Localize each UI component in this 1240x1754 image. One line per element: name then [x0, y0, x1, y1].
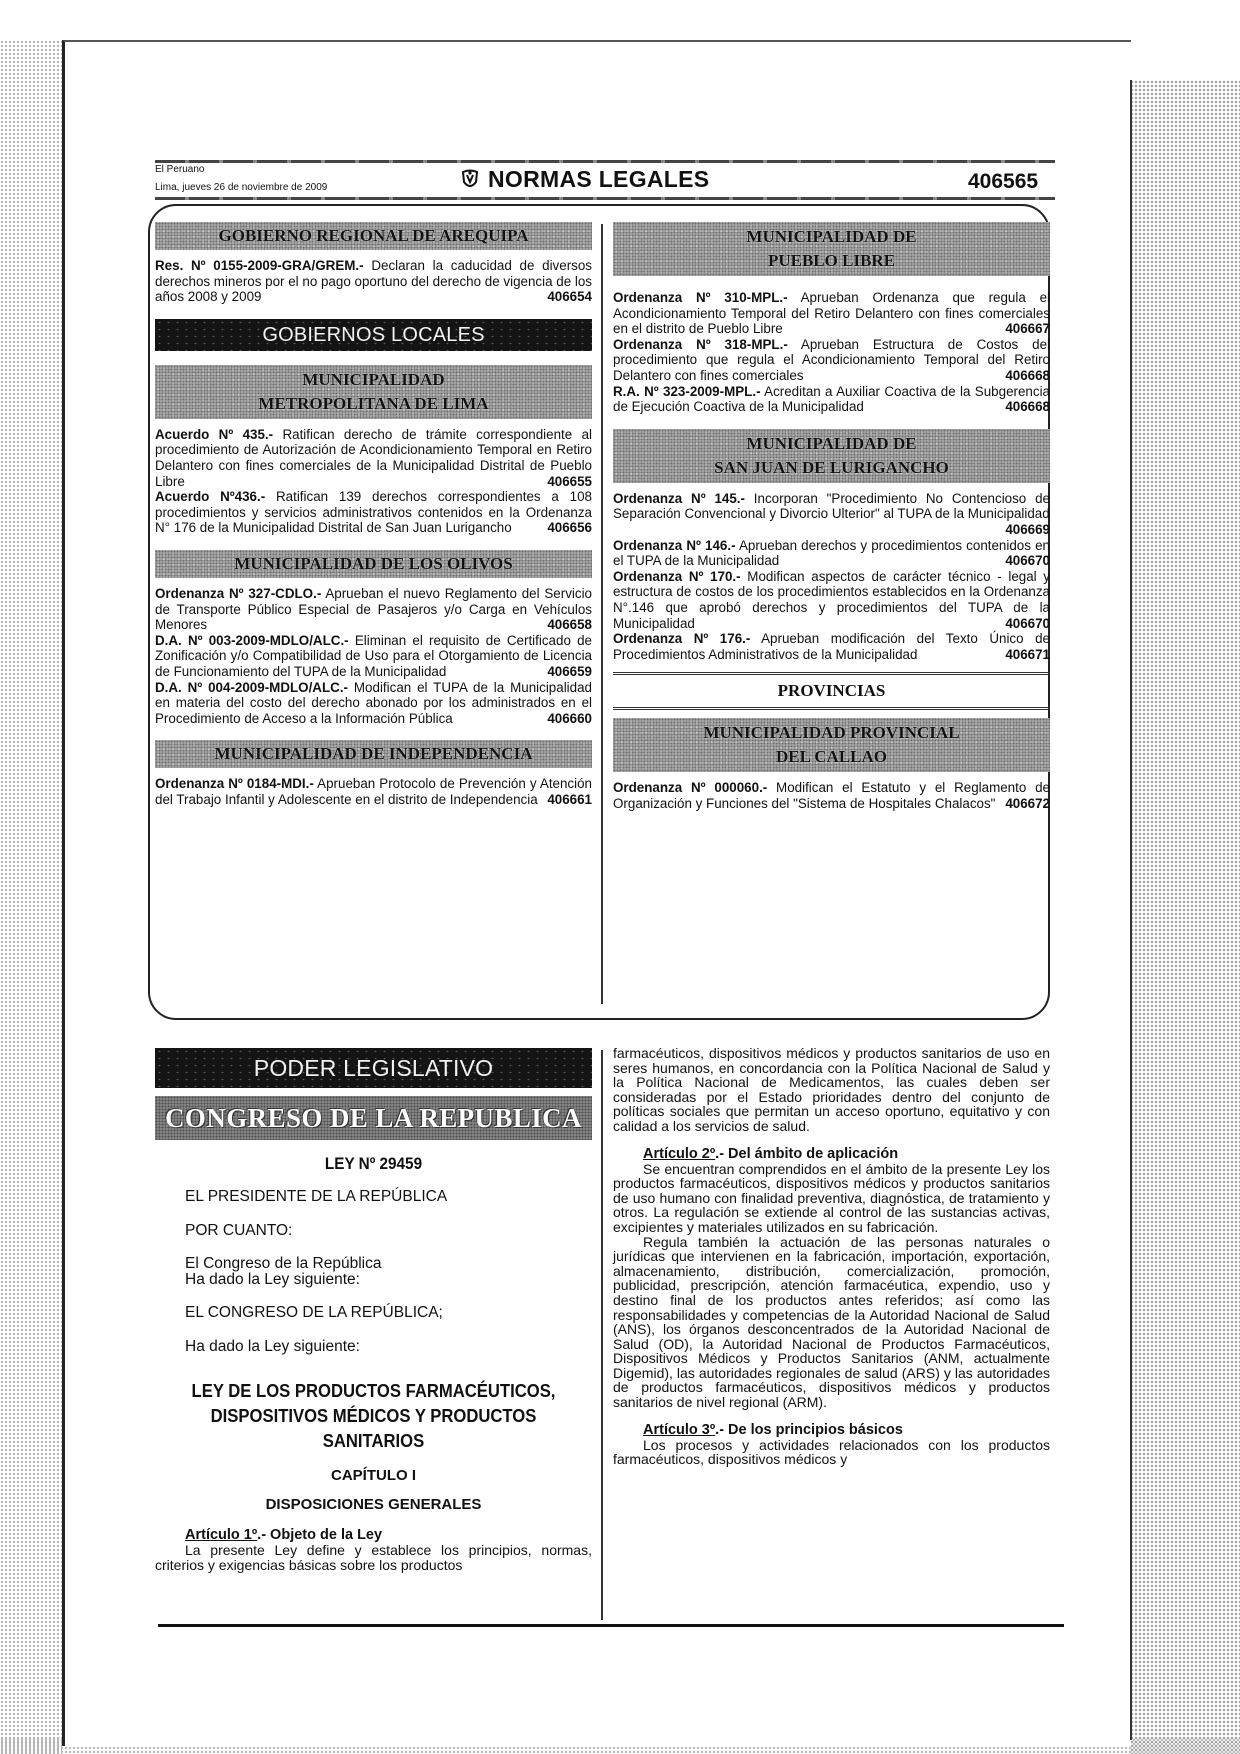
entry-page: 406668 [1005, 399, 1050, 415]
law-title: LEY DE LOS PRODUCTOS FARMACÉUTICOS, DISPOSITIVOS MÉDICOS Y PRODUCTOS SANITARIOS [191, 1380, 556, 1451]
entry-page: 406656 [547, 520, 592, 536]
summary-entry[interactable]: Ordenanza Nº 327-CDLO.- Aprueban el nuevo Reglamento del Servicio de Transporte Público Especial de Pasajeros y/o Carga en Vehículos Menores 406658 [155, 585, 593, 633]
summary-right-column [613, 222, 1050, 811]
summary-entry[interactable]: Ordenanza Nº 318-MPL.- Aprueban Estructura de Costos del procedimiento que regula el Acondicionamiento Temporal del Retiro Delantero con fines comerciales 406668 [613, 336, 1050, 383]
article-2-paragraph-2: Regula también la actuación de las personas naturales o jurídicas que intervienen en la fabricación, importación, exportación, almacenamiento, distribución, comercialización, promoción, publicidad, prescripción, atención farmacéutica, expendio, uso y destino final de los productos antes referidos; así como las responsabilidades y competencias de la Autoridad Nacional de Salud (ANS), los órganos desconcentrados de la Autoridad Nacional de Salud (OD), la Autoridad Nacional de Productos Farmacéuticos, Dispositivos Médicos y Productos Sanitarios (ANM, actualmente Digemid), las autoridades regionales de salud (ARS) y las autoridades de productos farmacéuticos, dispositivos médicos y productos sanitarios de nivel regional (ARM). [613, 1233, 1050, 1411]
section-title: NORMAS LEGALES [488, 166, 710, 192]
publication-name: El Peruano [155, 164, 205, 175]
scan-edge-right [1130, 80, 1240, 1754]
preamble-line: POR CUANTO: [185, 1222, 293, 1239]
law-number: LEY Nº 29459 [324, 1154, 423, 1173]
banner-arequipa: GOBIERNO REGIONAL DE AREQUIPA [155, 222, 592, 250]
banner-los-olivos: MUNICIPALIDAD DE LOS OLIVOS [155, 550, 592, 578]
entry-page: 406668 [1005, 367, 1050, 383]
summary-entry[interactable]: R.A. Nº 323-2009-MPL.- Acreditan a Auxiliar Coactiva de la Subgerencia de Ejecución Coactiva de la Municipalidad 406668 [613, 383, 1050, 415]
banner-pueblo-libre: MUNICIPALIDAD DE PUEBLO LIBRE [613, 222, 1050, 276]
entry-page: 406658 [547, 617, 592, 633]
summary-entry[interactable]: Ordenanza Nº 146.- Aprueban derechos y procedimientos contenidos en el TUPA de la Municipalidad 406670 [613, 537, 1050, 569]
chapter-title: DISPOSICIONES GENERALES [265, 1496, 482, 1513]
summary-entry[interactable]: Ordenanza Nº 176.- Aprueban modificación del Texto Único de Procedimientos Administrativos de la Municipalidad 406671 [613, 631, 1050, 662]
summary-entry[interactable]: Ordenanza Nº 310-MPL.- Aprueban Ordenanza que regula el Acondicionamiento Temporal del Retiro Delantero con fines comerciales en el distrito de Pueblo Libre 406667 [613, 290, 1050, 337]
entry-page: 406660 [547, 710, 592, 726]
entry-page: 406672 [1005, 795, 1050, 811]
banner-lima: MUNICIPALIDAD METROPOLITANA DE LIMA [155, 365, 592, 419]
masthead-title [460, 166, 709, 193]
summary-entry[interactable]: Ordenanza Nº 145.- Incorporan "Procedimiento No Contencioso de Separación Convencional y Divorcio Ulterior" al TUPA de la Municipalidad 406669 [613, 490, 1050, 537]
summary-entry[interactable]: Ordenanza Nº 000060.- Modifican el Estatuto y el Reglamento de Organización y Funciones del "Sistema de Hospitales Chalacos" 406672 [613, 780, 1050, 811]
article-1-continuation: farmacéuticos, dispositivos médicos y productos sanitarios de uso en seres humanos, en concordancia con la Política Nacional de Salud y la Política Nacional de Medicamentos, las cuales deben ser consideradas por el Estado prioridades dentro del conjunto de políticas sociales que permitan un acceso oportuno, equitativo y con calidad a los servicios de salud. [613, 1045, 1050, 1134]
article-1-text: La presente Ley define y establece los principios, normas, criterios y exigencias básicas sobre los productos [155, 1542, 592, 1573]
banner-independencia: MUNICIPALIDAD DE INDEPENDENCIA [155, 740, 592, 768]
entry-page: 406654 [547, 289, 592, 305]
article-3-text: Los procesos y actividades relacionados con los productos farmacéuticos, dispositivos médicos y [613, 1436, 1050, 1468]
summary-entry[interactable]: D.A. Nº 003-2009-MDLO/ALC.- Eliminan el requisito de Certificado de Zonificación y/o Compatibilidad de Uso para el Otorgamiento de Licencia de Funcionamiento del TUPA de la Municipalidad 406659 [155, 632, 592, 679]
banner-gobiernos-locales: GOBIERNOS LOCALES [155, 319, 592, 351]
article-3-heading: Artículo 3º.- De los principios básicos [643, 1421, 903, 1438]
article-2-heading: Artículo 2º.- Del ámbito de aplicación [643, 1145, 899, 1162]
article-1-heading: Artículo 1º.- Objeto de la Ley [185, 1527, 383, 1543]
summary-entry[interactable]: D.A. Nº 004-2009-MDLO/ALC.- Modifican el TUPA de la Municipalidad en materia del costo del derecho abonado por los administrados en el Procedimiento de Acceso a la Información Pública 406660 [155, 679, 592, 726]
coat-of-arms-icon [460, 169, 480, 191]
page-edge-rule [1130, 80, 1132, 1740]
preamble-line: Ha dado la Ley siguiente: [185, 1338, 360, 1355]
entry-page: 406661 [547, 791, 592, 807]
summary-entry[interactable]: Ordenanza Nº 170.- Modifican aspectos de carácter técnico - legal y estructura de costos de los procedimientos establecidos en la Ordenanza N°.146 que aprobó derechos y procedimientos del TUPA de la Municipalidad 406670 [613, 568, 1050, 631]
entry-page: 406669 [1005, 521, 1050, 537]
preamble-line: EL PRESIDENTE DE LA REPÚBLICA [185, 1188, 448, 1205]
scan-edge-left [0, 40, 62, 1754]
summary-entry[interactable]: Acuerdo Nº 435.- Ratifican derecho de trámite correspondiente al procedimiento de Autorización de Acondicionamiento Temporal en Retiro Delantero con fines comerciales de la Municipalidad Distrital de Pueblo Libre 406655 [155, 426, 592, 489]
banner-san-juan-de-lurigancho: MUNICIPALIDAD DE SAN JUAN DE LURIGANCHO [613, 429, 1050, 483]
entry-page: 406670 [1005, 615, 1050, 631]
law-right-column [613, 1046, 1050, 1467]
law-left-column [155, 1048, 592, 1572]
page-bottom-rule [158, 1624, 1064, 1627]
banner-congreso: CONGRESO DE LA REPUBLICA [155, 1096, 592, 1140]
summary-entry[interactable]: Ordenanza Nº 0184-MDI.- Aprueban Protocolo de Prevención y Atención del Trabajo Infantil y Adolescente en el distrito de Independencia 406661 [155, 776, 592, 807]
column-divider [601, 224, 603, 1004]
entry-page: 406655 [547, 473, 592, 489]
masthead-rule-bottom [155, 197, 1055, 200]
provincias-heading: PROVINCIAS [613, 672, 1050, 710]
summary-entry[interactable]: Res. Nº 0155-2009-GRA/GREM.- Declaran la caducidad de diversos derechos mineros por el no pago oportuno del derecho de vigencia de los años 2008 y 2009 406654 [155, 258, 592, 305]
entry-page: 406659 [547, 663, 592, 679]
banner-poder-legislativo: PODER LEGISLATIVO [155, 1048, 592, 1088]
entry-page: 406671 [1005, 646, 1050, 662]
column-divider-lower [601, 1050, 603, 1620]
chapter-number: CAPÍTULO I [331, 1467, 416, 1484]
banner-callao: MUNICIPALIDAD PROVINCIAL DEL CALLAO [613, 718, 1050, 772]
entry-page: 406670 [1005, 553, 1050, 569]
publication-date: Lima, jueves 26 de noviembre de 2009 [155, 182, 328, 193]
summary-left-column [155, 222, 592, 807]
article-2-paragraph-1: Se encuentran comprendidos en el ámbito de la presente Ley los productos farmacéuticos, dispositivos médicos y productos sanitarios de uso humano con finalidad preventiva, diagnóstica, de tratamiento y otros. La regulación se extiende al control de las sustancias activas, excipientes y materiales utilizados en su fabricación. [613, 1160, 1050, 1235]
preamble-line: EL CONGRESO DE LA REPÚBLICA; [185, 1304, 443, 1321]
entry-page: 406667 [1005, 321, 1050, 337]
summary-entry[interactable]: Acuerdo Nº436.- Ratifican 139 derechos correspondientes a 108 procedimientos y servicios administrativos contenidos en la Ordenanza N° 176 de la Municipalidad Distrital de San Juan Lurigancho 406656 [155, 489, 592, 536]
preamble-line: Ha dado la Ley siguiente: [185, 1271, 360, 1288]
masthead-rule-top [155, 160, 1055, 163]
preamble-line: El Congreso de la República [185, 1255, 382, 1272]
page-number: 406565 [968, 170, 1039, 193]
